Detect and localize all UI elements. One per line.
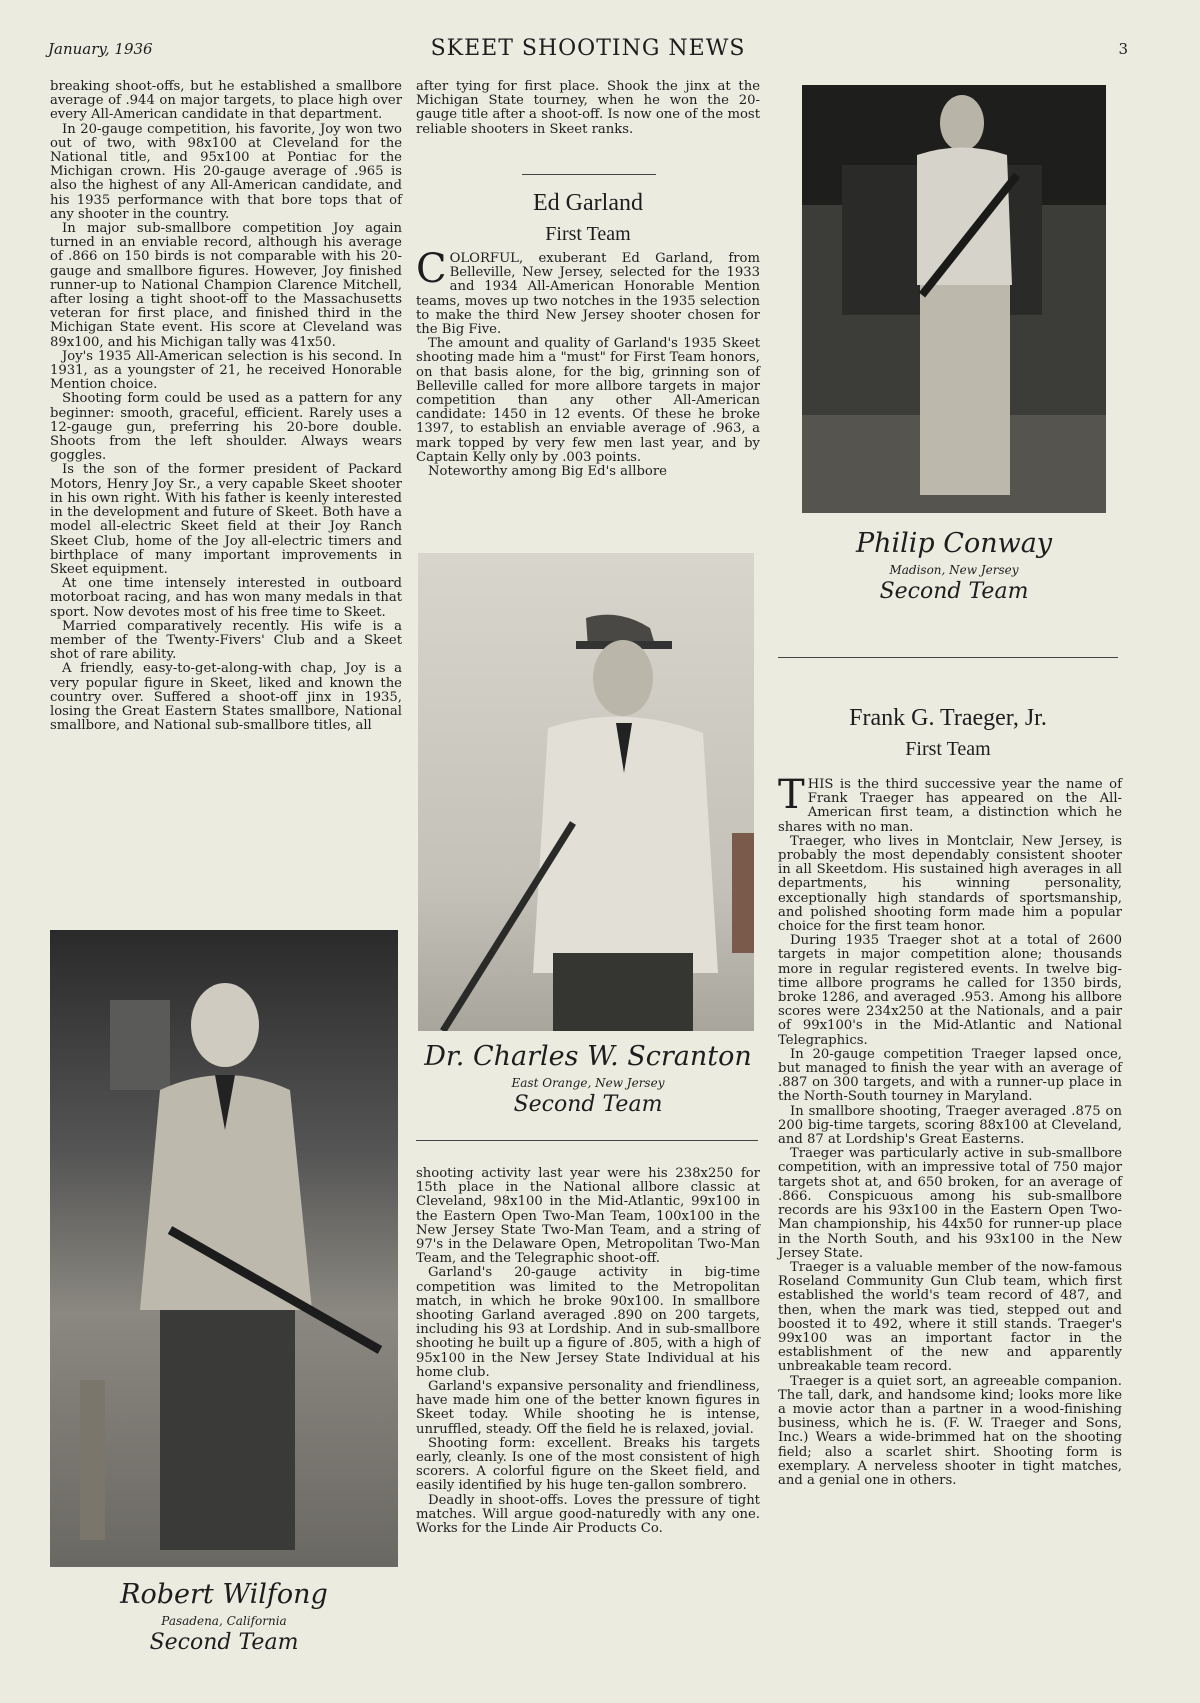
- paragraph: Joy's 1935 All-American selection is his second. In 1931, as a youngster of 21, he received Honorable Mention choice.: [50, 348, 402, 393]
- paragraph: [778, 772, 1122, 835]
- lead-text: OLORFUL, exuberant Ed Garland, from Belleville, New Jersey, selected for the 1933 and 1934 All-American Honorable Mention teams, moves up two notches in the 1935 selection to make the third New Jersey shooter chosen for the Big Five.: [416, 251, 760, 338]
- paragraph: In 20-gauge competition, his favorite, Joy won two out of two, with 98x100 at Cleveland for the National title, and 95x100 at Pontiac for the Michigan crown. His 20-gauge average of .965 is also the highest of any All-American candidate, and his 1935 performance with that bore tops that of any shooter in the country.: [50, 121, 402, 222]
- caption-team: Second Team: [513, 1092, 663, 1117]
- paragraph: after tying for first place. Shook the jinx at the Michigan State tourney, when he won the 20-gauge title after a shoot-off. Is now one of the most reliable shooters in Skeet ranks.: [416, 79, 760, 137]
- article-name: Ed Garland: [533, 190, 643, 216]
- caption-name: Philip Conway: [855, 528, 1053, 559]
- paragraph: In smallbore shooting, Traeger averaged .875 on 200 big-time targets, scoring 88x100 at Cleveland, and 87 at Lordship's Great Easterns.: [778, 1103, 1122, 1148]
- paragraph: In major sub-smallbore competition Joy again turned in an enviable record, although his average of .866 on 150 birds is not comparable with his 20-gauge and smallbore figures. However, Joy finished runner-up to National Champion Clarence Mitchell, after losing a tight shoot-off to the Massachusetts veteran for first place, and finished third in the Michigan State event. His score at Cleveland was 89x100, and his Michigan tally was 41x50.: [50, 221, 402, 350]
- caption-philip-conway: [802, 527, 1106, 605]
- dropcap: C: [416, 246, 447, 292]
- caption-place: Madison, New Jersey: [889, 563, 1019, 577]
- divider-rule: [522, 174, 656, 175]
- paragraph: Traeger, who lives in Montclair, New Jersey, is probably the most dependably consistent shooter in all Skeetdom. His sustained high averages in all departments, his winning personality, exceptionally high standards of sportsmanship, and polished shooting form made him a popular choice for the first team honor.: [778, 833, 1122, 935]
- paragraph: Is the son of the former president of Packard Motors, Henry Joy Sr., a very capable Skeet shooter in his own right. With his father is keenly interested in the development and future of Skeet. Both have a model all-electric Skeet field at their Joy Ranch Skeet Club, home of the Joy all-electric timers and birthplace of many important improvements in Skeet equipment.: [50, 462, 402, 577]
- paragraph: In 20-gauge competition Traeger lapsed once, but managed to finish the year with an average of .887 on 300 targets, and with a runner-up place in the North-South tourney in Maryland.: [778, 1046, 1122, 1105]
- article-team: First Team: [545, 223, 631, 245]
- article-title-garland: [416, 187, 760, 249]
- paragraph: Garland's expansive personality and friendliness, have made him one of the better known figures in Skeet today. While shooting he is intense, unruffled, steady. Off the field he is relaxed, jovial.: [416, 1379, 760, 1437]
- garland-text: [416, 246, 760, 480]
- traeger-text: [778, 772, 1122, 1488]
- caption-place: Pasadena, California: [161, 1614, 287, 1628]
- page-header: [48, 36, 1128, 66]
- divider-rule: [416, 1140, 758, 1141]
- paragraph: During 1935 Traeger shot at a total of 2600 targets in major competition alone; thousands more in regular registered events. In twelve big-time allbore programs he called for 1350 birds, broke 1286, and averaged .953. Among his allbore scores were 234x250 at the Nationals, and a pair of 99x100's in the Mid-Atlantic and National Telegraphics.: [778, 933, 1122, 1048]
- caption-charles-scranton: [416, 1040, 760, 1118]
- caption-team: Second Team: [879, 579, 1029, 604]
- paragraph: A friendly, easy-to-get-along-with chap, Joy is a very popular figure in Skeet, liked and known the country over. Suffered a shoot-off jinx in 1935, losing the Great Eastern States smallbore, National smallbore, and National sub-smallbore titles, all: [50, 661, 402, 734]
- divider-rule: [778, 657, 1118, 658]
- caption-team: Second Team: [149, 1630, 299, 1655]
- caption-robert-wilfong: [50, 1578, 398, 1656]
- garland-text-continued: [416, 1167, 760, 1536]
- caption-name: Dr. Charles W. Scranton: [424, 1041, 752, 1072]
- column-2-top-text: [416, 80, 760, 137]
- paragraph: breaking shoot-offs, but he established a smallbore average of .944 on major targets, to place high over every All-American candidate in that department.: [50, 79, 402, 123]
- paragraph: Traeger was particularly active in sub-smallbore competition, with an impressive total of 750 major targets shot at, and 650 broken, for an average of .866. Conspicuous among his sub-smallbore records are his 93x100 in the Eastern Open Two-Man championship, his 44x50 for runner-up place in the North South, and his 93x100 in the New Jersey State.: [778, 1146, 1122, 1261]
- caption-name: Robert Wilfong: [120, 1579, 328, 1610]
- magazine-title: SKEET SHOOTING NEWS: [430, 36, 746, 61]
- paragraph: shooting activity last year were his 238x250 for 15th place in the National allbore classic at Cleveland, 98x100 in the Mid-Atlantic, 99x100 in the Eastern Open Two-Man Team, 100x100 in the New Jersey State Two-Man Team, and a string of 97's in the Delaware Open, Metropolitan Two-Man Team, and the Telegraphic shoot-off.: [416, 1166, 760, 1267]
- lead-text: HIS is the third successive year the name of Frank Traeger has appeared on the All-American first team, a distinction which he shares with no man.: [778, 777, 1122, 835]
- caption-place: East Orange, New Jersey: [511, 1076, 665, 1090]
- paragraph: Traeger is a quiet sort, an agreeable companion. The tall, dark, and handsome kind; looks more like a movie actor than a partner in a wood-finishing business, which he is. (F. W. Traeger and Sons, Inc.) Wears a wide-brimmed hat on the shooting field; also a scarlet shirt. Shooting form is exemplary. A nerveless shooter in tight matches, and a genial one in others.: [778, 1373, 1122, 1488]
- issue-date: January, 1936: [48, 40, 153, 58]
- paragraph: At one time intensely interested in outboard motorboat racing, and has won many medals in that sport. Now devotes most of his free time to Skeet.: [50, 576, 402, 620]
- paragraph: [416, 246, 760, 338]
- paragraph: The amount and quality of Garland's 1935 Skeet shooting made him a "must" for First Team honors, on that basis alone, for the big, grinning son of Belleville called for more allbore targets in major competition than any other All-American candidate: 1450 in 12 events. Of these he broke 1397, to establish an enviable average of .963, a mark topped by very few men last year, and by Captain Kelly only by .003 points.: [416, 336, 760, 465]
- paragraph: Traeger is a valuable member of the now-famous Roseland Community Gun Club team, which first established the world's team record of 487, and then, when the mark was tied, stepped out and boosted it to 492, where it still stands. Traeger's 99x100 was an important factor in the establishment of the new and apparently unbreakable team record.: [778, 1259, 1122, 1375]
- paragraph: Deadly in shoot-offs. Loves the pressure of tight matches. Will argue good-naturedly with any one. Works for the Linde Air Products Co.: [416, 1492, 760, 1537]
- article-name: Frank G. Traeger, Jr.: [849, 705, 1047, 731]
- column-1-text: [50, 80, 402, 733]
- photo-philip-conway: [802, 85, 1106, 513]
- paragraph: Shooting form: excellent. Breaks his targets early, cleanly. Is one of the most consistent of high scorers. A colorful figure on the Skeet field, and easily identified by his huge ten-gallon sombrero.: [416, 1435, 760, 1494]
- article-team: First Team: [905, 738, 991, 760]
- photo-robert-wilfong: [50, 930, 398, 1567]
- article-title-traeger: [778, 702, 1118, 764]
- paragraph: Shooting form could be used as a pattern for any beginner: smooth, graceful, efficient. Rarely uses a 12-gauge gun, preferring his 20-bore double. Shoots from the left shoulder. Always wears goggles.: [50, 391, 402, 464]
- dropcap: T: [778, 772, 805, 818]
- paragraph: Married comparatively recently. His wife is a member of the Twenty-Fivers' Club and a Skeet shot of rare ability.: [50, 618, 402, 663]
- photo-charles-scranton: [418, 553, 754, 1031]
- page-number: 3: [1118, 40, 1128, 58]
- paragraph: Noteworthy among Big Ed's allbore: [428, 464, 667, 480]
- paragraph: Garland's 20-gauge activity in big-time competition was limited to the Metropolitan match, in which he broke 90x100. In smallbore shooting Garland averaged .890 on 200 targets, including his 93 at Lordship. And in sub-smallbore shooting he built up a figure of .805, with a high of 95x100 in the New Jersey State Individual at his home club.: [416, 1265, 760, 1380]
